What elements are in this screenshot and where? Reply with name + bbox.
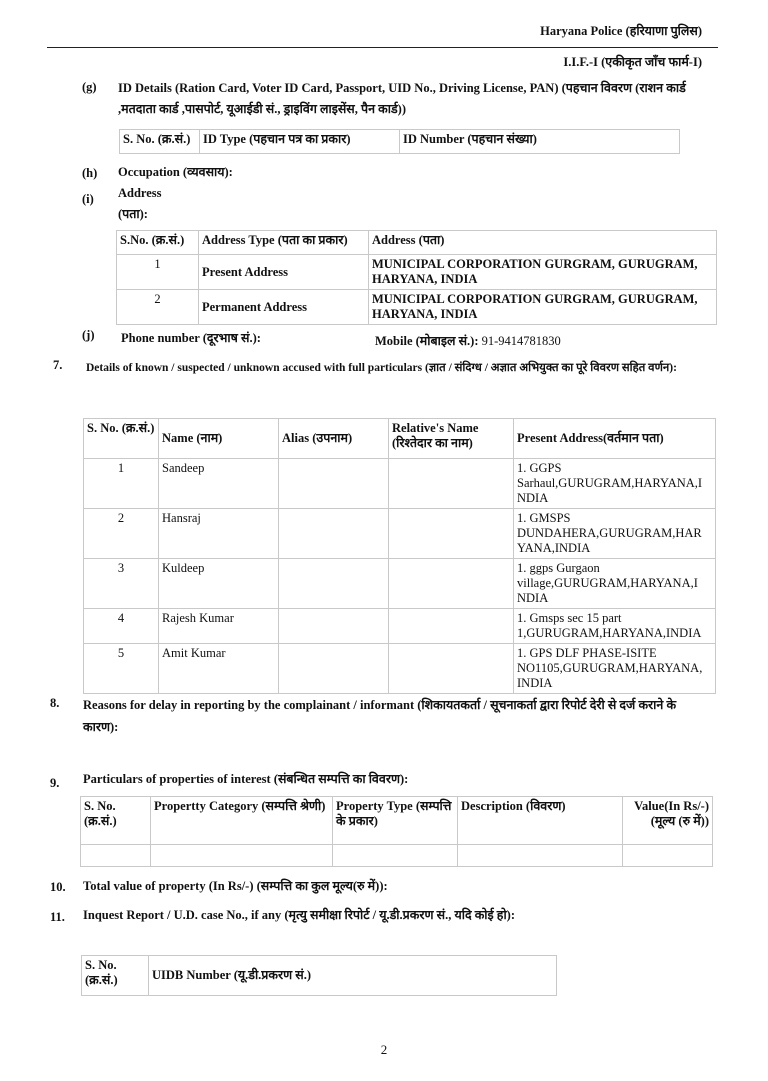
- inquest-header-sno: S. No. (क्र.सं.): [82, 956, 149, 996]
- accused-alias: [279, 459, 389, 509]
- header-rule: [47, 47, 718, 48]
- accused-table: [83, 418, 716, 694]
- sec-7-text: Details of known / suspected / unknown accused with full particulars (ज्ञात / संदिग्ध / अज्ञात अभियुक्त का पूरे विवरण सहित वर्णन):: [86, 362, 677, 374]
- sec-10-num: 10.: [50, 880, 66, 894]
- accused-sno: 2: [84, 509, 159, 559]
- accused-address: 1. ggps Gurgaon village,GURUGRAM,HARYANA,I NDIA: [514, 559, 716, 609]
- addr-value: MUNICIPAL CORPORATION GURGRAM, GURUGRAM, HARYANA, INDIA: [369, 290, 717, 325]
- page-number: 2: [380, 1042, 388, 1057]
- accused-name: Rajesh Kumar: [159, 609, 279, 644]
- sec-9-num: 9.: [50, 776, 60, 790]
- sec-8-num: 8.: [50, 696, 60, 710]
- sec-8-text: Reasons for delay in reporting by the complainant / informant (शिकायतकर्ता / सूचनाकर्ता द्वारा रिपोर्ट देरी से दर्ज कराने के कारण):: [83, 698, 677, 734]
- header-org: Haryana Police (हरियाणा पुलिस): [540, 24, 702, 38]
- table-row: [84, 609, 716, 644]
- sec-10-text: Total value of property (In Rs/-) (सम्पत्ति का कुल मूल्य(रु में)):: [83, 879, 388, 893]
- sec-7-num: 7.: [53, 358, 63, 372]
- mobile-line: [375, 332, 561, 349]
- accused-sno: 4: [84, 609, 159, 644]
- accused-relative: [389, 509, 514, 559]
- sec-11-num: 11.: [50, 910, 65, 924]
- accused-sno: 5: [84, 644, 159, 694]
- mobile-label: Mobile (मोबाइल सं.):: [375, 334, 479, 348]
- accused-sno: 1: [84, 459, 159, 509]
- inquest-header-uidb: UIDB Number (यू.डी.प्रकरण सं.): [149, 956, 557, 996]
- sec-g-text: ID Details (Ration Card, Voter ID Card, Passport, UID No., Driving License, PAN) (पहचान विवरण (राशन कार्ड ,मतदाता कार्ड ,पासपोर्ट, यूआईडी सं., ड्राइविंग लाइसेंस, पैन कार्ड)): [118, 81, 686, 116]
- accused-header-sno: S. No. (क्र.सं.): [84, 419, 159, 459]
- accused-relative: [389, 609, 514, 644]
- accused-header-relative: Relative's Name (रिश्तेदार का नाम): [389, 419, 514, 459]
- form-title: I.I.F.-I (एकीकृत जाँच फार्म-I): [563, 55, 702, 69]
- id-header-sno: S. No. (क्र.सं.): [120, 130, 200, 154]
- accused-address: 1. GGPS Sarhaul,GURUGRAM,HARYANA,I NDIA: [514, 459, 716, 509]
- accused-address: 1. GMSPS DUNDAHERA,GURUGRAM,HAR YANA,INDIA: [514, 509, 716, 559]
- accused-alias: [279, 559, 389, 609]
- addr-sno: 2: [117, 290, 199, 325]
- accused-alias: [279, 644, 389, 694]
- sec-h-text: Occupation (व्यवसाय):: [118, 165, 233, 179]
- id-header-number: ID Number (पहचान संख्या): [400, 130, 680, 154]
- accused-name: Sandeep: [159, 459, 279, 509]
- accused-address: 1. Gmsps sec 15 part 1,GURUGRAM,HARYANA,INDIA: [514, 609, 716, 644]
- table-row: [81, 845, 713, 867]
- sec-h-num: (h): [82, 166, 98, 180]
- accused-sno: 3: [84, 559, 159, 609]
- accused-header-alias: Alias (उपनाम): [279, 419, 389, 459]
- prop-header-category: Propertty Category (सम्पत्ति श्रेणी): [151, 797, 333, 845]
- addr-header-type: Address Type (पता का प्रकार): [199, 231, 369, 255]
- sec-j-num: (j): [82, 328, 95, 342]
- id-details-table: [119, 129, 680, 154]
- table-row: [84, 644, 716, 694]
- table-row: [84, 459, 716, 509]
- accused-header-name: Name (नाम): [159, 419, 279, 459]
- addr-type: Present Address: [199, 255, 369, 290]
- sec-i-text2: (पता):: [118, 207, 148, 221]
- sec-i-text1: Address: [118, 186, 162, 200]
- accused-name: Amit Kumar: [159, 644, 279, 694]
- accused-name: Kuldeep: [159, 559, 279, 609]
- sec-i-num: (i): [82, 192, 94, 206]
- inquest-table: [81, 955, 557, 996]
- accused-relative: [389, 459, 514, 509]
- address-table: [116, 230, 717, 325]
- table-row: [84, 509, 716, 559]
- addr-value: MUNICIPAL CORPORATION GURGRAM, GURUGRAM, HARYANA, INDIA: [369, 255, 717, 290]
- table-row: [117, 290, 717, 325]
- accused-relative: [389, 559, 514, 609]
- addr-type: Permanent Address: [199, 290, 369, 325]
- accused-address: 1. GPS DLF PHASE-ISITE NO1105,GURUGRAM,HARYANA, INDIA: [514, 644, 716, 694]
- prop-header-sno: S. No. (क्र.सं.): [81, 797, 151, 845]
- sec-9-text: Particulars of properties of interest (संबन्धित सम्पत्ति का विवरण):: [83, 772, 409, 786]
- addr-header-address: Address (पता): [369, 231, 717, 255]
- id-header-type: ID Type (पहचान पत्र का प्रकार): [200, 130, 400, 154]
- table-row: [84, 559, 716, 609]
- prop-header-type: Property Type (सम्पत्ति के प्रकार): [333, 797, 458, 845]
- sec-11-text: Inquest Report / U.D. case No., if any (मृत्यु समीक्षा रिपोर्ट / यू.डी.प्रकरण सं., यदि कोई हो):: [83, 908, 516, 922]
- accused-alias: [279, 609, 389, 644]
- addr-header-sno: S.No. (क्र.सं.): [117, 231, 199, 255]
- table-row: [117, 255, 717, 290]
- mobile-value: 91-9414781830: [481, 334, 561, 348]
- prop-header-value: Value(In Rs/-) (मूल्य (रु में)): [623, 797, 713, 845]
- sec-j-text: Phone number (दूरभाष सं.):: [121, 331, 261, 345]
- properties-table: [80, 796, 713, 867]
- accused-alias: [279, 509, 389, 559]
- accused-relative: [389, 644, 514, 694]
- prop-header-description: Description (विवरण): [458, 797, 623, 845]
- sec-g-num: (g): [82, 80, 97, 94]
- accused-name: Hansraj: [159, 509, 279, 559]
- accused-header-address: Present Address(वर्तमान पता): [514, 419, 716, 459]
- addr-sno: 1: [117, 255, 199, 290]
